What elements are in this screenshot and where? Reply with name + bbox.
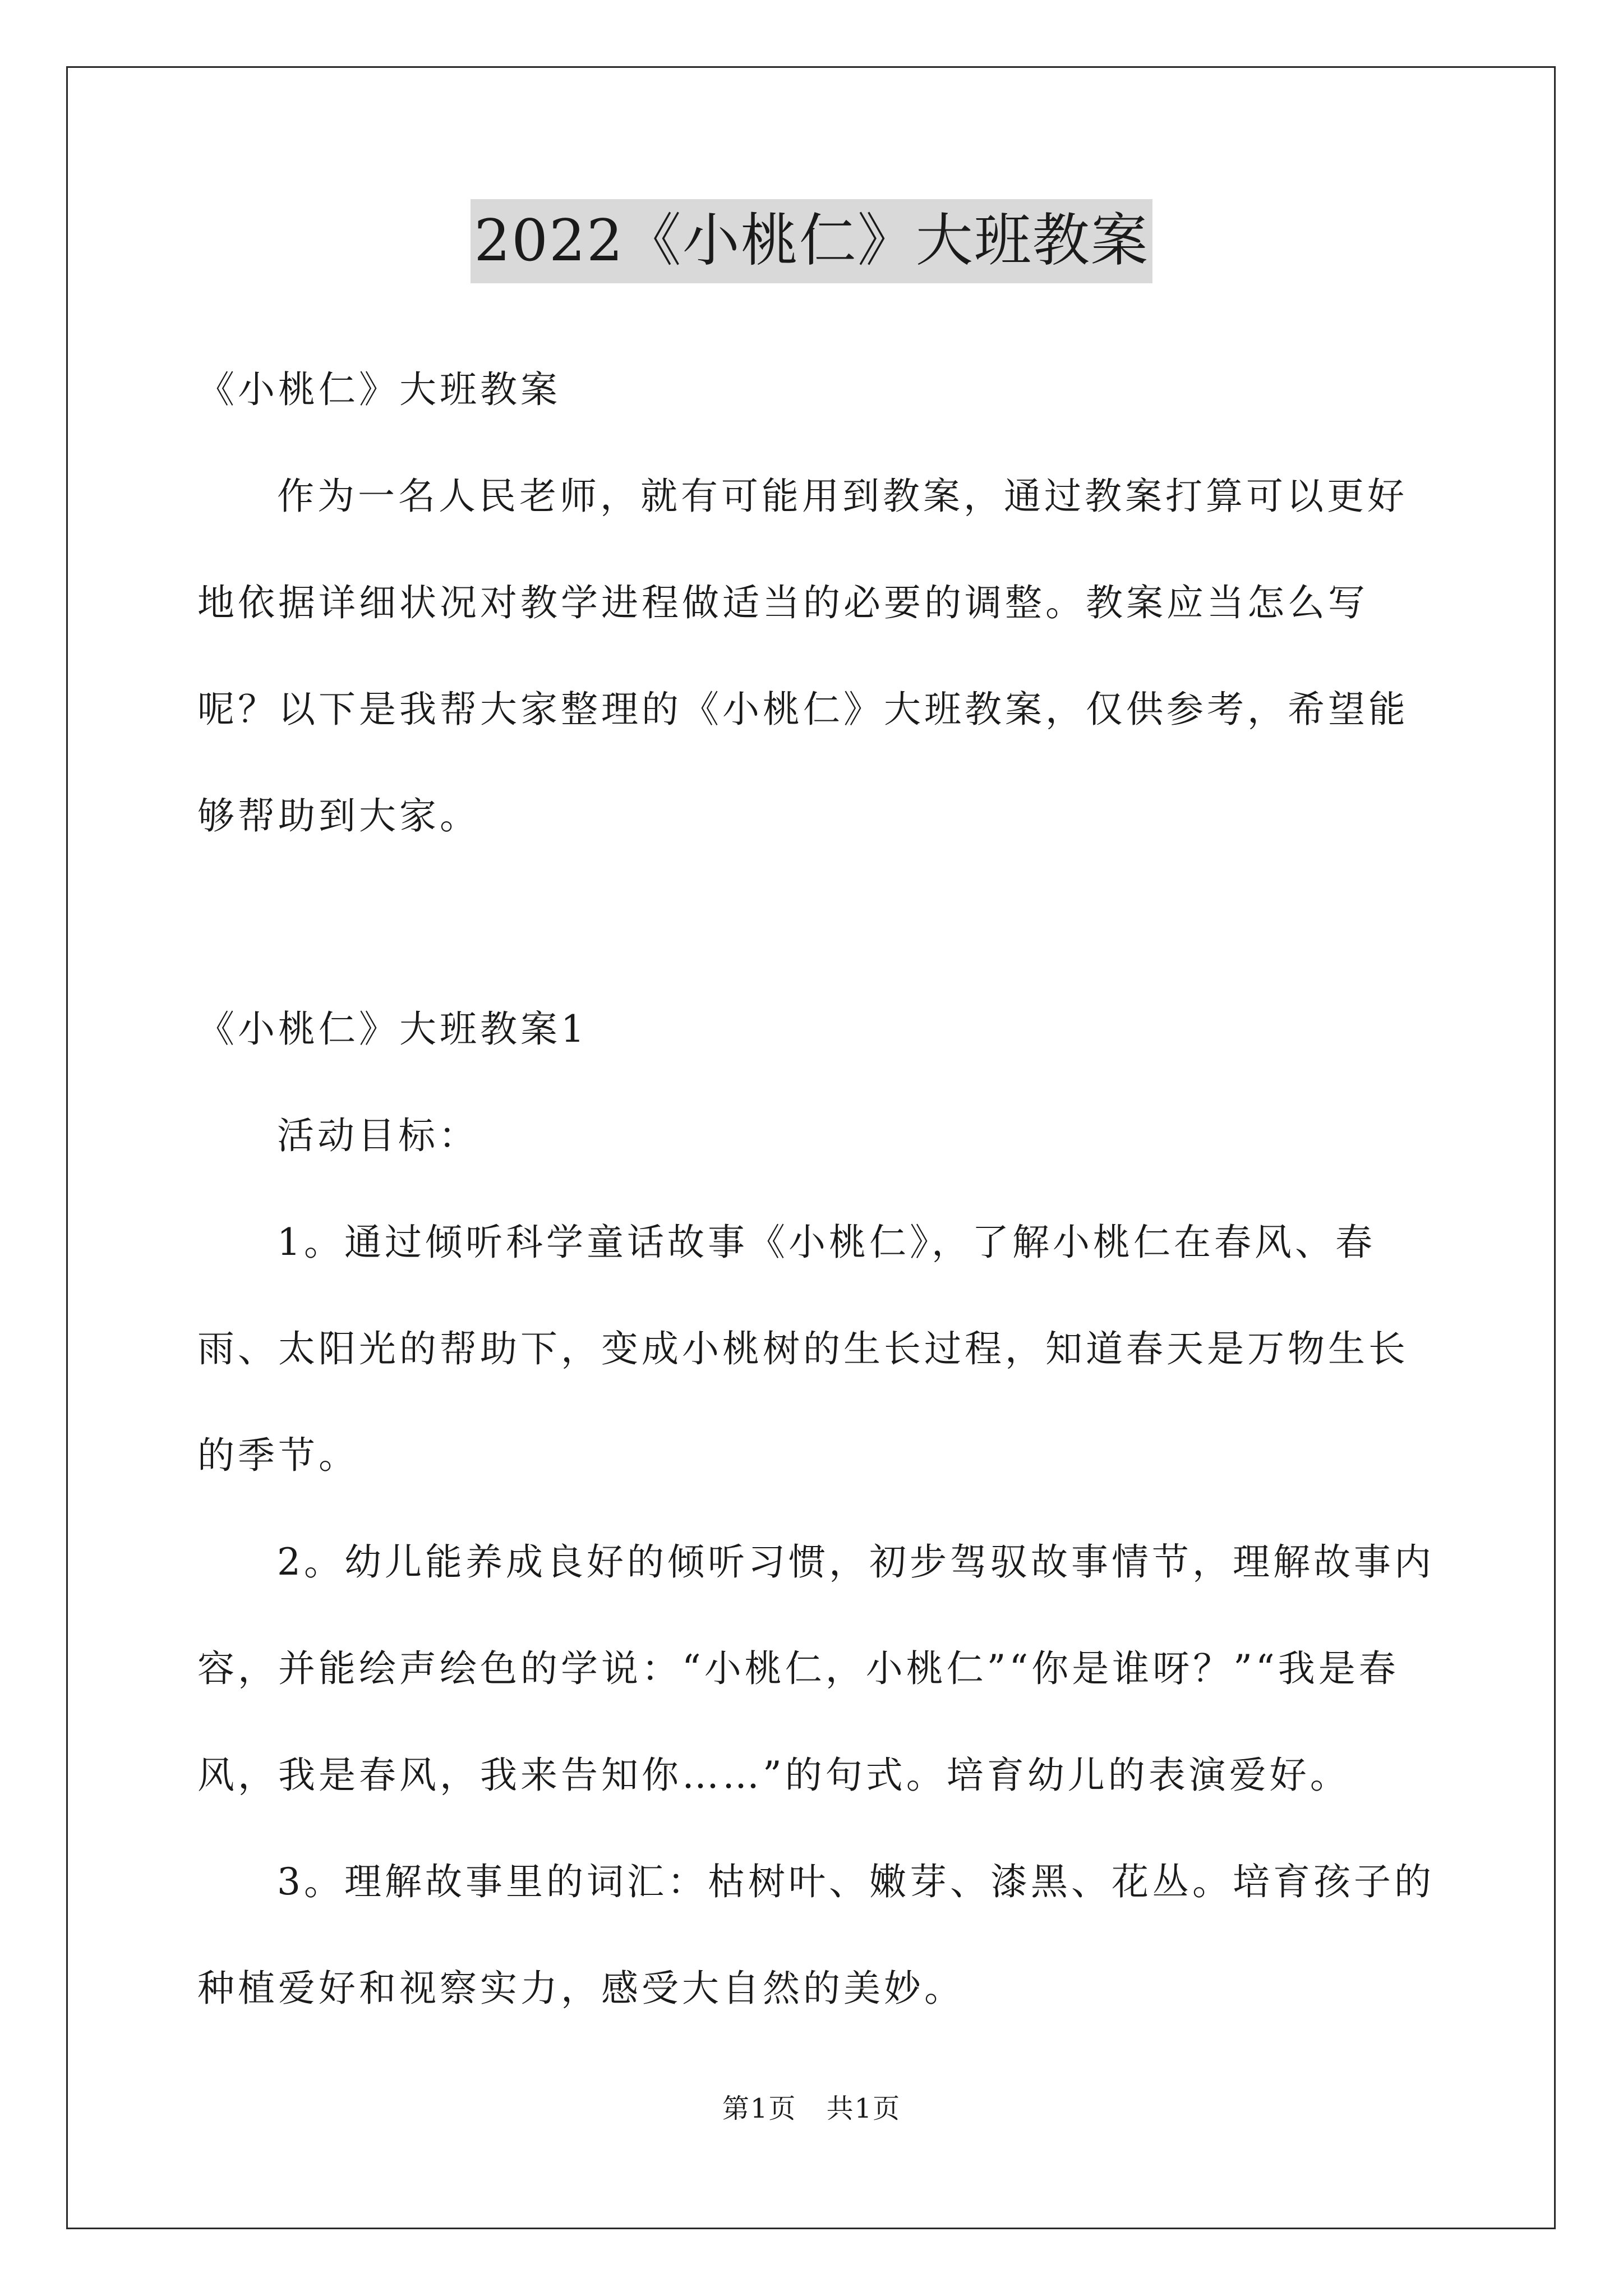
page-footer xyxy=(0,2087,1623,2125)
document-subtitle: 《小桃仁》大班教案 xyxy=(197,368,561,411)
goal-item-3: 3。理解故事里的词汇：枯树叶、嫩芽、漆黑、花丛。培育孩子的种植爱好和视察实力，感受大自然的美妙。 xyxy=(197,1860,1435,2010)
goal-item-1: 1。通过倾听科学童话故事《小桃仁》，了解小桃仁在春风、春雨、太阳光的帮助下，变成小桃树的生长过程，知道春天是万物生长的季节。 xyxy=(197,1221,1409,1477)
paragraph-spacer xyxy=(197,869,1442,976)
document-title: 2022《小桃仁》大班教案 xyxy=(471,199,1152,283)
document-body xyxy=(197,337,1442,2042)
page-count: 共1页 xyxy=(826,2093,901,2124)
title-wrap xyxy=(0,199,1623,283)
goal-item-2: 2。幼儿能养成良好的倾听习惯，初步驾驭故事情节，理解故事内容，并能绘声绘色的学说：“小桃仁，小桃仁”“你是谁呀？”“我是春风，我是春风，我来告知你……”的句式。培育幼儿的表演爱好。 xyxy=(197,1540,1435,1797)
page-number: 第1页 xyxy=(722,2093,797,2124)
intro-paragraph: 作为一名人民老师，就有可能用到教案，通过教案打算可以更好地依据详细状况对教学进程做适当的必要的调整。教案应当怎么写呢？以下是我帮大家整理的《小桃仁》大班教案，仅供参考，希望能够帮助到大家。 xyxy=(197,475,1409,838)
goals-label: 活动目标： xyxy=(277,1114,479,1157)
section-heading: 《小桃仁》大班教案1 xyxy=(197,1007,588,1051)
